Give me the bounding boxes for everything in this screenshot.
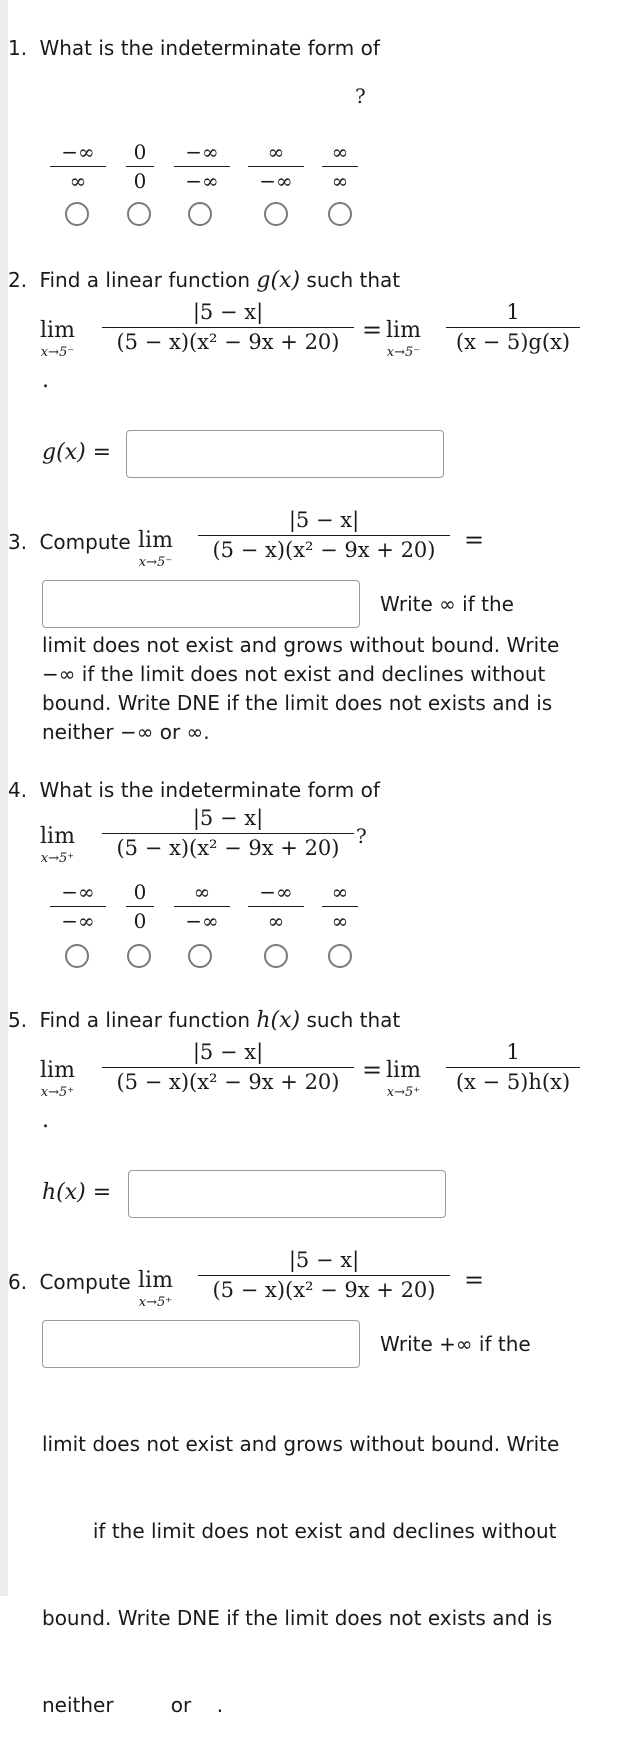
fraction-numerator: |5 − x| bbox=[192, 1040, 264, 1064]
answer-label: h(x) = bbox=[42, 1180, 112, 1205]
question-number: 2. bbox=[8, 268, 28, 292]
limit-fraction bbox=[102, 1042, 354, 1093]
fraction-denominator: 0 bbox=[133, 169, 147, 193]
fraction-numerator: −∞ bbox=[259, 880, 293, 904]
option-radio-4[interactable] bbox=[264, 944, 288, 968]
fraction-denominator: ∞ bbox=[331, 909, 349, 933]
option-fraction bbox=[126, 142, 154, 191]
question-mark: ? bbox=[356, 824, 367, 848]
limit-operator bbox=[40, 826, 75, 865]
question-mark: ? bbox=[355, 84, 366, 108]
limit-operator bbox=[386, 320, 421, 359]
instruction-line: limit does not exist and grows without bound. Write bbox=[42, 633, 560, 657]
rhs-fraction bbox=[446, 302, 580, 353]
fraction-numerator: ∞ bbox=[331, 140, 349, 164]
fraction-numerator: ∞ bbox=[331, 880, 349, 904]
fraction-numerator: −∞ bbox=[185, 140, 219, 164]
fraction-denominator: ∞ bbox=[69, 169, 87, 193]
equals-sign: = bbox=[362, 1056, 383, 1084]
equals-sign: = bbox=[362, 316, 383, 344]
option-fraction bbox=[322, 142, 358, 191]
fraction-numerator: 0 bbox=[133, 880, 147, 904]
limit-word: lim bbox=[138, 1268, 173, 1293]
limit-subscript: x→5⁺ bbox=[138, 1295, 173, 1310]
fraction-numerator: 0 bbox=[133, 140, 147, 164]
fraction-denominator: 0 bbox=[133, 909, 147, 933]
option-radio-1[interactable] bbox=[65, 202, 89, 226]
limit-subscript: x→5⁻ bbox=[138, 555, 173, 570]
instruction-line: neither or . bbox=[42, 1693, 224, 1717]
function-symbol: g(x) bbox=[256, 268, 301, 293]
fraction-numerator: ∞ bbox=[267, 140, 285, 164]
answer-input-limit[interactable] bbox=[42, 1320, 360, 1368]
question-text: Find a linear function bbox=[39, 1008, 251, 1032]
option-fraction bbox=[50, 882, 106, 931]
option-fraction bbox=[174, 142, 230, 191]
limit-subscript: x→5⁺ bbox=[40, 1085, 75, 1100]
limit-operator bbox=[138, 530, 173, 569]
instruction-line: bound. Write DNE if the limit does not exists and is bbox=[42, 1606, 553, 1630]
instruction-text: Write +∞ if the bbox=[380, 1332, 531, 1356]
question-number: 5. bbox=[8, 1008, 28, 1032]
option-radio-3[interactable] bbox=[188, 202, 212, 226]
fraction-numerator: |5 − x| bbox=[288, 1248, 360, 1272]
limit-fraction bbox=[198, 510, 450, 561]
period: . bbox=[42, 1108, 49, 1133]
option-fraction bbox=[50, 142, 106, 191]
limit-operator bbox=[40, 1060, 75, 1099]
fraction-numerator: −∞ bbox=[61, 880, 95, 904]
option-fraction bbox=[248, 142, 304, 191]
fraction-numerator: |5 − x| bbox=[192, 300, 264, 324]
limit-subscript: x→5⁺ bbox=[386, 1085, 421, 1100]
question-number: 1. bbox=[8, 36, 28, 60]
rhs-fraction bbox=[446, 1042, 580, 1093]
limit-fraction bbox=[102, 808, 354, 859]
instruction-line: bound. Write DNE if the limit does not exists and is bbox=[42, 691, 553, 715]
left-edge-bar bbox=[0, 0, 8, 1596]
option-fraction bbox=[174, 882, 230, 931]
fraction-numerator: 1 bbox=[506, 300, 520, 324]
instruction-line: neither −∞ or ∞. bbox=[42, 720, 210, 744]
question-number: 4. bbox=[8, 778, 28, 802]
limit-subscript: x→5⁺ bbox=[40, 851, 75, 866]
option-radio-2[interactable] bbox=[127, 202, 151, 226]
option-radio-5[interactable] bbox=[328, 202, 352, 226]
fraction-denominator: (5 − x)(x² − 9x + 20) bbox=[212, 1278, 436, 1302]
fraction-denominator: −∞ bbox=[61, 909, 95, 933]
question-text: Find a linear function bbox=[39, 268, 251, 292]
question-text: such that bbox=[306, 1008, 401, 1032]
instruction-line: limit does not exist and grows without bound. Write bbox=[42, 1432, 560, 1456]
fraction-denominator: ∞ bbox=[267, 909, 285, 933]
fraction-numerator: |5 − x| bbox=[288, 508, 360, 532]
limit-operator bbox=[386, 1060, 421, 1099]
fraction-numerator: |5 − x| bbox=[192, 806, 264, 830]
fraction-denominator: −∞ bbox=[259, 169, 293, 193]
option-radio-4[interactable] bbox=[264, 202, 288, 226]
option-radio-5[interactable] bbox=[328, 944, 352, 968]
equals-sign: = bbox=[464, 526, 485, 554]
fraction-denominator: −∞ bbox=[185, 169, 219, 193]
limit-word: lim bbox=[40, 318, 75, 343]
fraction-denominator: (5 − x)(x² − 9x + 20) bbox=[116, 836, 340, 860]
instruction-paragraph bbox=[42, 631, 559, 747]
limit-subscript: x→5⁻ bbox=[40, 345, 75, 360]
limit-word: lim bbox=[40, 1058, 75, 1083]
option-fraction bbox=[322, 882, 358, 931]
fraction-numerator: 1 bbox=[506, 1040, 520, 1064]
option-radio-2[interactable] bbox=[127, 944, 151, 968]
question-4-prompt bbox=[8, 778, 380, 802]
limit-fraction bbox=[102, 302, 354, 353]
option-fraction bbox=[248, 882, 304, 931]
question-text: Compute bbox=[39, 1270, 131, 1294]
instruction-line: if the limit does not exist and declines without bbox=[42, 1519, 557, 1543]
question-1-prompt bbox=[8, 36, 380, 60]
instruction-text: Write ∞ if the bbox=[380, 592, 514, 616]
fraction-denominator: (5 − x)(x² − 9x + 20) bbox=[212, 538, 436, 562]
instruction-paragraph bbox=[42, 1372, 559, 1749]
limit-word: lim bbox=[386, 1058, 421, 1083]
fraction-denominator: (5 − x)(x² − 9x + 20) bbox=[116, 1070, 340, 1094]
option-fraction bbox=[126, 882, 154, 931]
question-text: What is the indeterminate form of bbox=[39, 778, 380, 802]
period: . bbox=[42, 368, 49, 393]
question-5-prompt bbox=[8, 1008, 400, 1033]
question-3-prompt bbox=[8, 530, 131, 554]
fraction-denominator: (x − 5)h(x) bbox=[455, 1070, 571, 1094]
fraction-denominator: −∞ bbox=[185, 909, 219, 933]
option-radio-3[interactable] bbox=[188, 944, 212, 968]
limit-operator bbox=[138, 1270, 173, 1309]
answer-input-limit[interactable] bbox=[42, 580, 360, 628]
fraction-numerator: ∞ bbox=[193, 880, 211, 904]
limit-fraction bbox=[198, 1250, 450, 1301]
question-text: Compute bbox=[39, 530, 131, 554]
answer-input-h[interactable] bbox=[128, 1170, 446, 1218]
fraction-denominator: (x − 5)g(x) bbox=[455, 330, 571, 354]
question-text: What is the indeterminate form of bbox=[39, 36, 380, 60]
question-number: 3. bbox=[8, 530, 28, 554]
limit-word: lim bbox=[138, 528, 173, 553]
answer-label: g(x) = bbox=[42, 440, 112, 465]
question-text: such that bbox=[306, 268, 401, 292]
question-6-prompt bbox=[8, 1270, 131, 1294]
fraction-numerator: −∞ bbox=[61, 140, 95, 164]
limit-operator bbox=[40, 320, 75, 359]
limit-subscript: x→5⁻ bbox=[386, 345, 421, 360]
equals-sign: = bbox=[464, 1266, 485, 1294]
fraction-denominator: (5 − x)(x² − 9x + 20) bbox=[116, 330, 340, 354]
instruction-line: −∞ if the limit does not exist and declines without bbox=[42, 662, 546, 686]
function-symbol: h(x) bbox=[256, 1008, 301, 1033]
option-radio-1[interactable] bbox=[65, 944, 89, 968]
fraction-denominator: ∞ bbox=[331, 169, 349, 193]
answer-input-g[interactable] bbox=[126, 430, 444, 478]
limit-word: lim bbox=[386, 318, 421, 343]
question-2-prompt bbox=[8, 268, 400, 293]
limit-word: lim bbox=[40, 824, 75, 849]
question-number: 6. bbox=[8, 1270, 28, 1294]
